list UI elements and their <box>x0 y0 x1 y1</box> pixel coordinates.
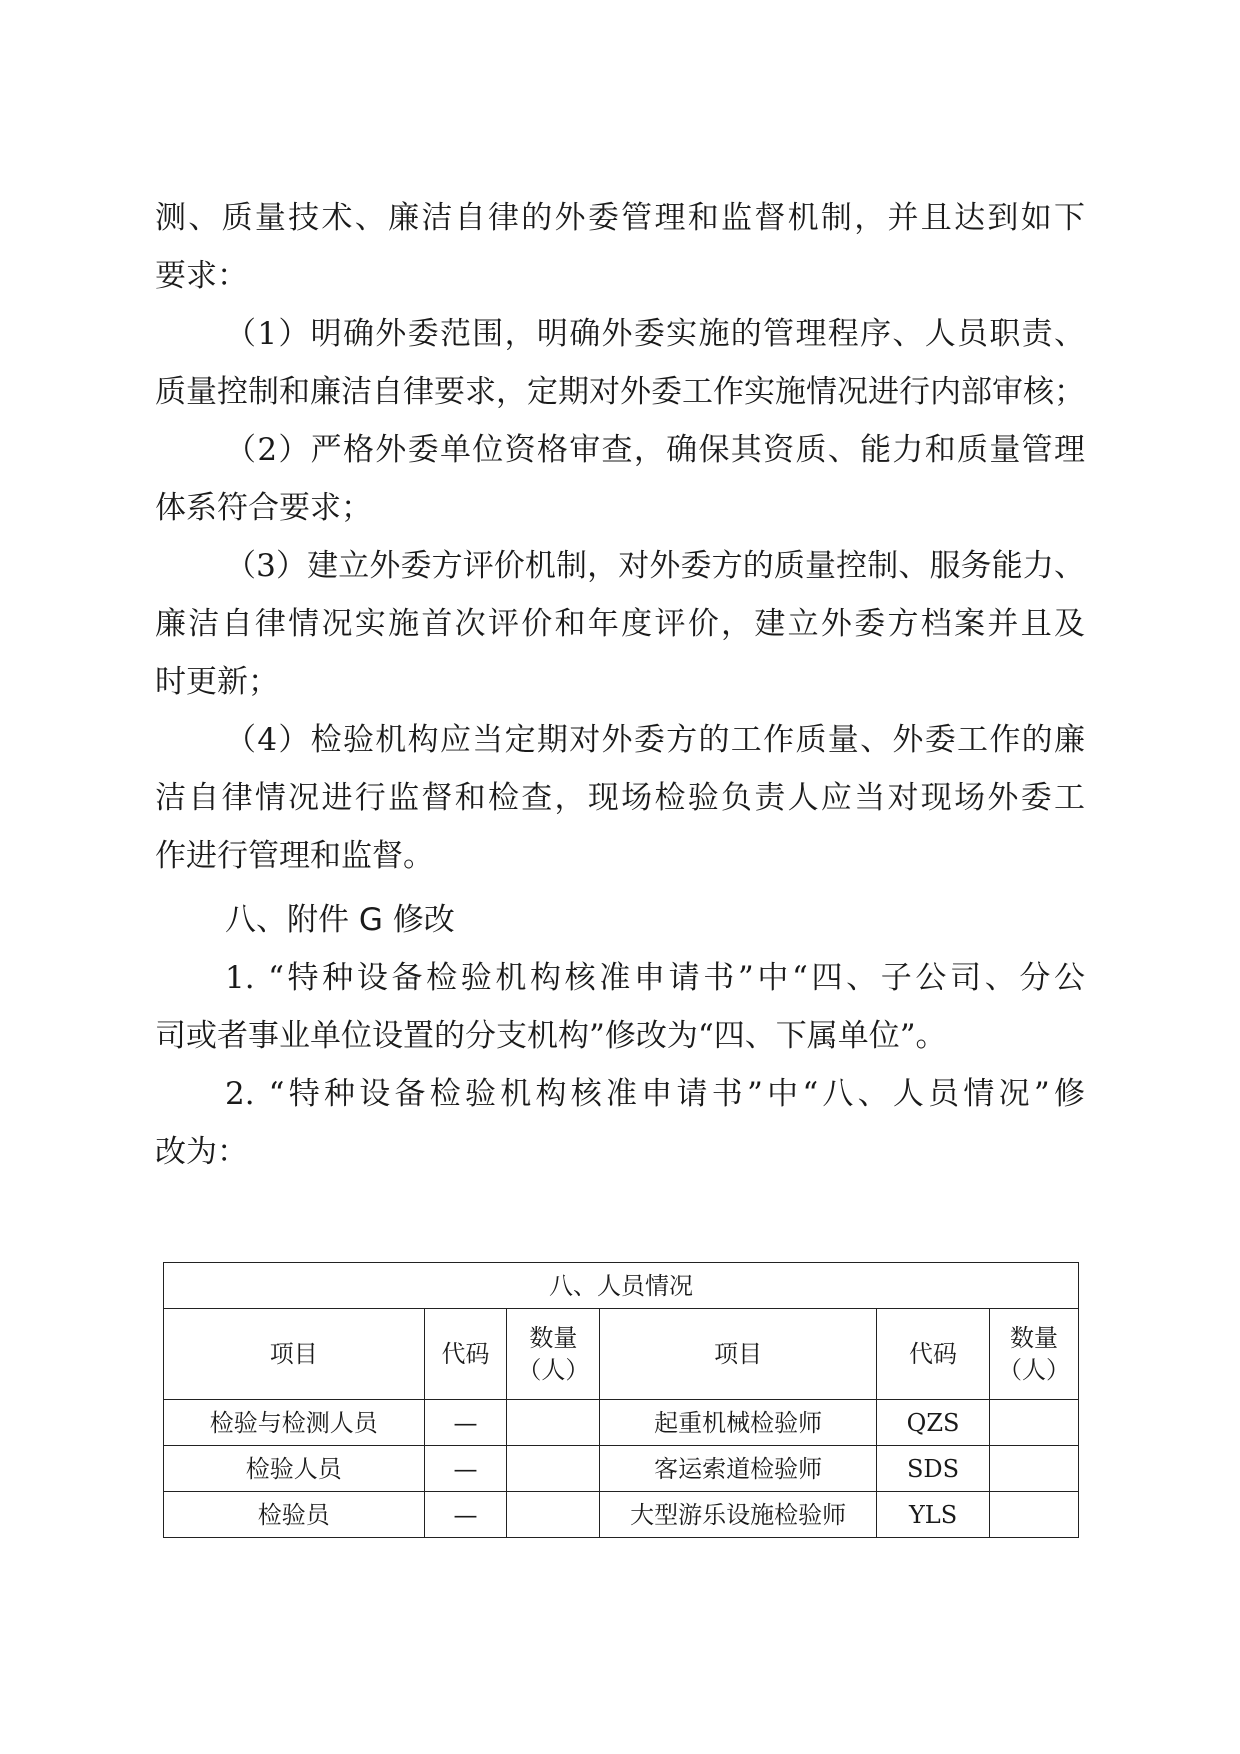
header-count-unit: （人） <box>998 1356 1071 1384</box>
cell-item: 检验人员 <box>164 1446 425 1492</box>
cell-code: QZS <box>877 1400 990 1446</box>
header-item: 项目 <box>164 1309 425 1400</box>
paragraph-line: 司或者事业单位设置的分支机构”修改为“四、下属单位”。 <box>155 1018 947 1054</box>
personnel-table <box>163 1262 1079 1538</box>
table-title: 八、人员情况 <box>164 1263 1079 1309</box>
header-item: 项目 <box>600 1309 877 1400</box>
cell-count <box>990 1446 1079 1492</box>
cell-count <box>990 1492 1079 1538</box>
paragraph-line: 要求： <box>155 258 248 294</box>
paragraph-line: （2）严格外委单位资格审查，确保其资质、能力和质量管理 <box>225 432 1085 468</box>
cell-code: — <box>424 1400 507 1446</box>
paragraph-line: 2. “特种设备检验机构核准申请书”中“八、人员情况”修 <box>225 1076 1085 1112</box>
cell-code: SDS <box>877 1446 990 1492</box>
paragraph-line: 时更新； <box>155 664 279 700</box>
paragraph-line: 测、质量技术、廉洁自律的外委管理和监督机制，并且达到如下 <box>155 200 1085 236</box>
paragraph-line: 1. “特种设备检验机构核准申请书”中“四、子公司、分公 <box>225 960 1085 996</box>
cell-item: 检验与检测人员 <box>164 1400 425 1446</box>
paragraph-line: 质量控制和廉洁自律要求，定期对外委工作实施情况进行内部审核； <box>155 374 1085 410</box>
paragraph-line: （1）明确外委范围，明确外委实施的管理程序、人员职责、 <box>225 316 1085 352</box>
paragraph-line: 改为： <box>155 1134 248 1170</box>
cell-item: 大型游乐设施检验师 <box>600 1492 877 1538</box>
cell-item: 客运索道检验师 <box>600 1446 877 1492</box>
cell-count <box>507 1446 600 1492</box>
cell-code: — <box>424 1446 507 1492</box>
table-row <box>164 1400 1079 1446</box>
section-heading: 八、附件 G 修改 <box>225 902 455 938</box>
table-row <box>164 1492 1079 1538</box>
cell-item: 起重机械检验师 <box>600 1400 877 1446</box>
paragraph-line: 廉洁自律情况实施首次评价和年度评价，建立外委方档案并且及 <box>155 606 1085 642</box>
paragraph-line: 洁自律情况进行监督和检查，现场检验负责人应当对现场外委工 <box>155 780 1085 816</box>
header-code: 代码 <box>877 1309 990 1400</box>
table-row <box>164 1446 1079 1492</box>
header-code: 代码 <box>424 1309 507 1400</box>
header-count <box>507 1309 600 1400</box>
header-count <box>990 1309 1079 1400</box>
paragraph-line: 体系符合要求； <box>155 490 372 526</box>
cell-count <box>507 1400 600 1446</box>
cell-item: 检验员 <box>164 1492 425 1538</box>
cell-code: — <box>424 1492 507 1538</box>
header-count-label: 数量 <box>1010 1324 1059 1352</box>
header-count-label: 数量 <box>529 1324 578 1352</box>
cell-count <box>507 1492 600 1538</box>
paragraph-line: （3）建立外委方评价机制，对外委方的质量控制、服务能力、 <box>225 548 1085 584</box>
paragraph-line: （4）检验机构应当定期对外委方的工作质量、外委工作的廉 <box>225 722 1085 758</box>
cell-code: YLS <box>877 1492 990 1538</box>
paragraph-line: 作进行管理和监督。 <box>155 838 434 874</box>
cell-count <box>990 1400 1079 1446</box>
header-count-unit: （人） <box>517 1356 590 1384</box>
